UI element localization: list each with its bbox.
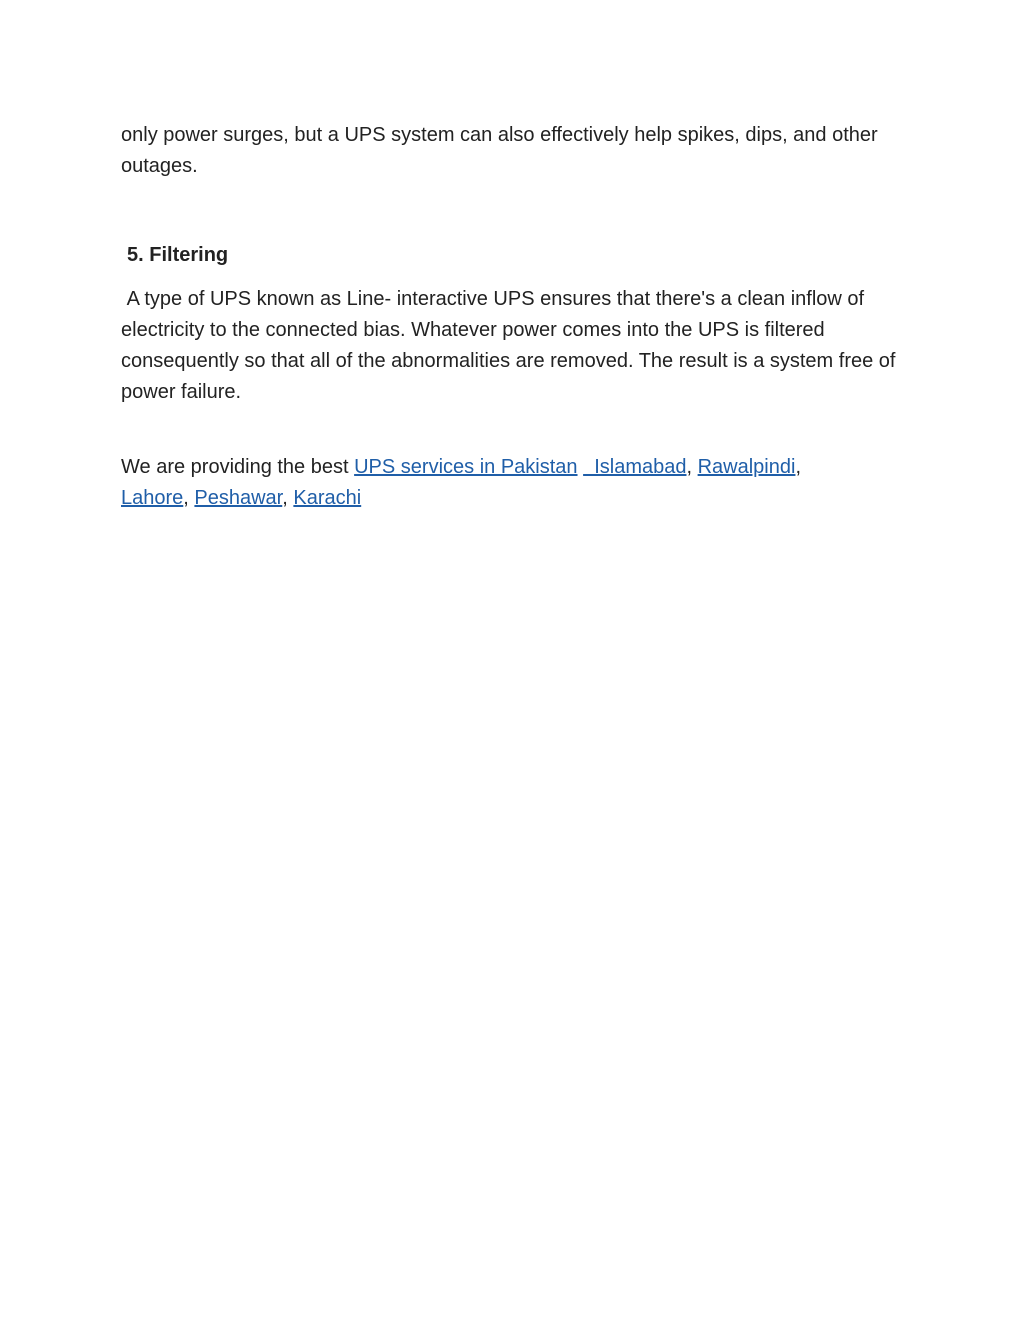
link-peshawar[interactable]: Peshawar — [194, 487, 283, 509]
separator: , — [183, 487, 195, 509]
separator: , — [795, 456, 807, 478]
intro-paragraph: only power surges, but a UPS system can also effectively help spikes, dips, and other outages. — [121, 124, 878, 177]
services-paragraph — [121, 452, 901, 514]
link-islamabad[interactable]: Islamabad — [583, 456, 687, 478]
link-karachi[interactable]: Karachi — [293, 487, 362, 509]
filtering-paragraph: A type of UPS known as Line- interactive UPS ensures that there's a clean inflow of electricity to the connected bias. Whatever power comes into the UPS is filtered consequently so that all of the abnormalities are removed. The result is a system free of power failure. — [121, 288, 902, 403]
section-heading-filtering: 5. Filtering — [127, 244, 229, 266]
link-lahore[interactable]: Lahore — [121, 487, 184, 509]
separator: , — [686, 456, 698, 478]
link-rawalpindi[interactable]: Rawalpindi — [697, 456, 796, 478]
services-lead-text: We are providing the best — [121, 456, 355, 478]
link-ups-services-pakistan[interactable]: UPS services in Pakistan — [354, 456, 578, 478]
separator: , — [282, 487, 294, 509]
